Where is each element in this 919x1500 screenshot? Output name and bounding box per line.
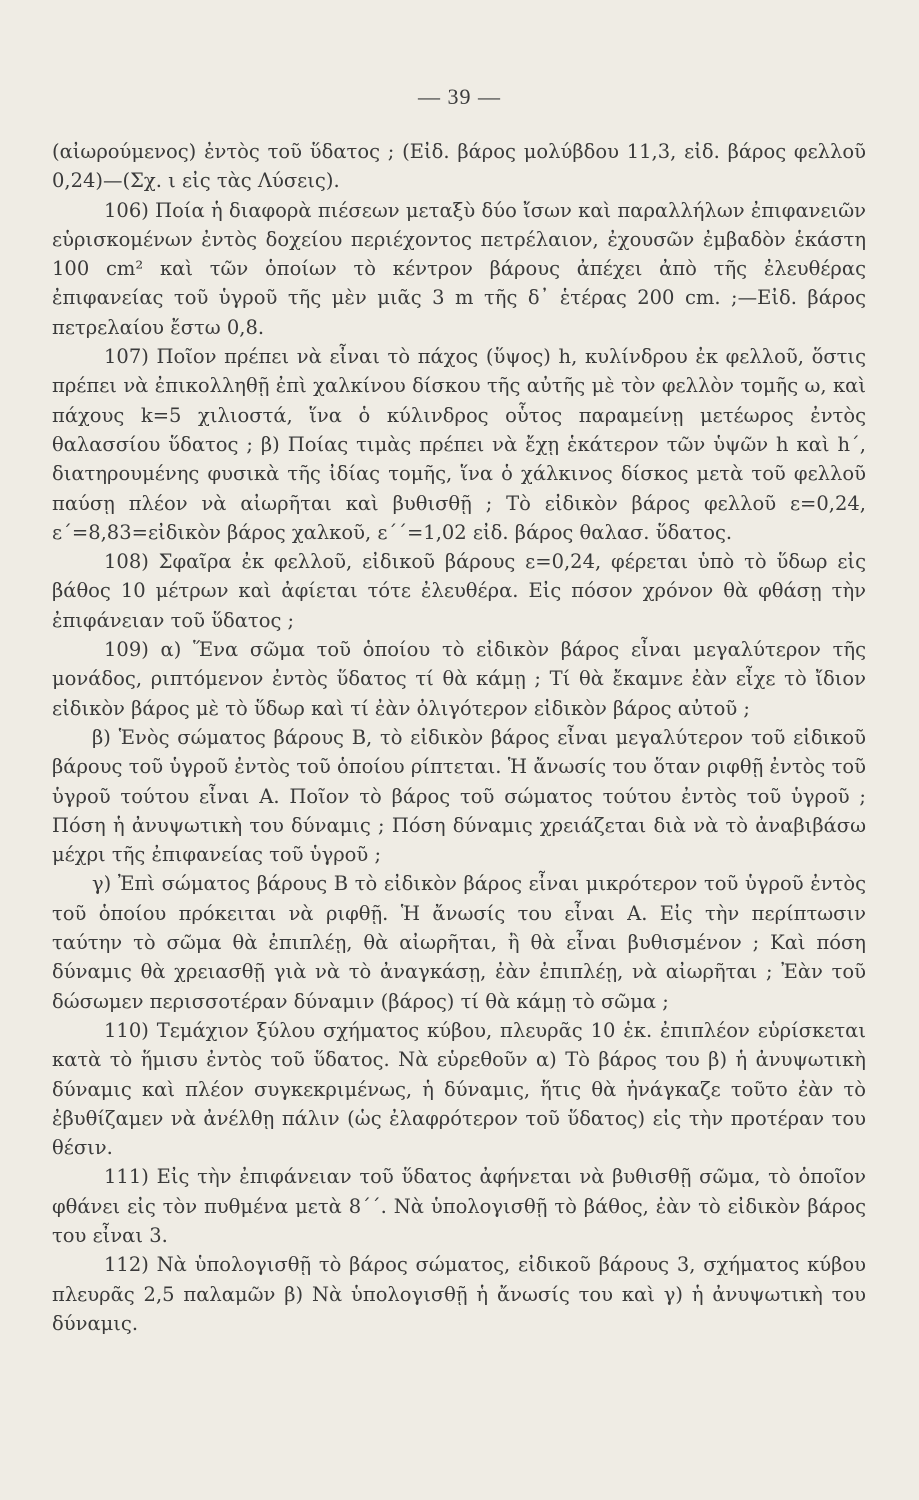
page-body <box>52 137 866 1338</box>
exercise-106: 106) Ποία ἡ διαφορὰ πιέσεων μεταξὺ δύο ἴσων καὶ παραλλήλων ἐπιφανειῶν εὑρισκομένων ἐντὸς δοχείου περιέχοντος πετρέλαιον, ἐχουσῶν ἐμβαδὸν ἑκάστη 100 cm² καὶ τῶν ὁποίων τὸ κέντρον βάρους ἀπέχει ἀπὸ τῆς ἐλευθέρας ἐπιφανείας τοῦ ὑγροῦ τῆς μὲν μιᾶς 3 m τῆς δ᾽ ἑτέρας 200 cm. ;—Εἰδ. βάρος πετρελαίου ἔστω 0,8. <box>52 198 866 339</box>
exercise-109b: β) Ἑνὸς σώματος βάρους Β, τὸ εἰδικὸν βάρος εἶναι μεγαλύτερον τοῦ εἰδικοῦ βάρους τοῦ ὑγροῦ ἐντὸς τοῦ ὁποίου ρίπτεται. Ἡ ἄνωσίς του ὅταν ριφθῇ ἐντὸς τοῦ ὑγροῦ τούτου εἶναι Α. Ποῖον τὸ βάρος τοῦ σώματος τούτου ἐντὸς τοῦ ὑγροῦ ; Πόση ἡ ἀνυψωτικὴ του δύναμις ; Πόση δύναμις χρειάζεται διὰ νὰ τὸ ἀναβιβάσω μέχρι τῆς ἐπιφανείας τοῦ ὑγροῦ ; <box>52 725 866 867</box>
exercise-110: 110) Τεμάχιον ξύλου σχήματος κύβου, πλευρᾶς 10 ἑκ. ἐπιπλέον εὑρίσκεται κατὰ τὸ ἥμισυ ἐντὸς τοῦ ὕδατος. Νὰ εὑρεθοῦν α) Τὸ βάρος του β) ἡ ἀνυψωτικὴ δύναμις καὶ πλέον συγκεκριμένως, ἡ δύναμις, ἥτις θὰ ἠνάγκαζε τοῦτο ἐὰν τὸ ἐβυθίζαμεν νὰ ἀνέλθῃ πάλιν (ὡς ἐλαφρότερον τοῦ ὕδατος) εἰς τὴν προτέραν του θέσιν. <box>52 1018 866 1160</box>
exercise-112: 112) Νὰ ὑπολογισθῇ τὸ βάρος σώματος, εἰδικοῦ βάρους 3, σχήματος κύβου πλευρᾶς 2,5 παλαμῶν β) Νὰ ὑπολογισθῇ ἡ ἄνωσίς του καὶ γ) ἡ ἀνυψωτικὴ του δύναμις. <box>52 1253 866 1335</box>
exercise-109c: γ) Ἐπὶ σώματος βάρους Β τὸ εἰδικὸν βάρος εἶναι μικρότερον τοῦ ὑγροῦ ἐντὸς τοῦ ὁποίου πρόκειται νὰ ριφθῇ. Ἡ ἄνωσίς του εἶναι Α. Εἰς τὴν περίπτωσιν ταύτην τὸ σῶμα θὰ ἐπιπλέῃ, θὰ αἰωρῆται, ἢ θὰ εἶναι βυθισμένον ; Καὶ πόση δύναμις θὰ χρειασθῇ γιὰ νὰ τὸ ἀναγκάσῃ, ἐὰν ἐπιπλέῃ, νὰ αἰωρῆται ; Ἐὰν τοῦ δώσωμεν περισσοτέραν δύναμιν (βάρος) τί θὰ κάμῃ τὸ σῶμα ; <box>52 872 866 1013</box>
exercise-109a: 109) α) Ἕνα σῶμα τοῦ ὁποίου τὸ εἰδικὸν βάρος εἶναι μεγαλύτερον τῆς μονάδος, ριπτόμενον ἐντὸς ὕδατος τί θὰ κάμῃ ; Τί θὰ ἔκαμνε ἐὰν εἶχε τὸ ἴδιον εἰδικὸν βάρος μὲ τὸ ὕδωρ καὶ τί ἐὰν ὀλιγότερον εἰδικὸν βάρος αὐτοῦ ; <box>52 638 866 720</box>
paragraph-continuation: (αἰωρούμενος) ἐντὸς τοῦ ὕδατος ; (Εἰδ. βάρος μολύβδου 11,3, εἰδ. βάρος φελλοῦ 0,24)—(Σχ. ι εἰς τὰς Λύσεις). <box>52 140 866 193</box>
exercise-107: 107) Ποῖον πρέπει νὰ εἶναι τὸ πάχος (ὕψος) h, κυλίνδρου ἐκ φελλοῦ, ὅστις πρέπει νὰ ἐπικολληθῇ ἐπὶ χαλκίνου δίσκου τῆς αὐτῆς μὲ τὸν φελλὸν τομῆς ω, καὶ πάχους k=5 χιλιοστά, ἵνα ὁ κύλινδρος οὗτος παραμείνῃ μετέωρος ἐντὸς θαλασσίου ὕδατος ; β) Ποίας τιμὰς πρέπει νὰ ἔχῃ ἑκάτερον τῶν ὑψῶν h καὶ h΄, διατηρουμένης φυσικὰ τῆς ἰδίας τομῆς, ἵνα ὁ χάλκινος δίσκος μετὰ τοῦ φελλοῦ παύσῃ πλέον νὰ αἰωρῆται καὶ βυθισθῇ ; Τὸ εἰδικὸν βάρος φελλοῦ ε=0,24, ε΄=8,83=εἰδικὸν βάρος χαλκοῦ, ε΄΄=1,02 εἰδ. βάρος θαλασ. ὕδατος. <box>52 345 866 544</box>
exercise-111: 111) Εἰς τὴν ἐπιφάνειαν τοῦ ὕδατος ἀφήνεται νὰ βυθισθῇ σῶμα, τὸ ὁποῖον φθάνει εἰς τὸν πυθμένα μετὰ 8΄΄. Νὰ ὑπολογισθῇ τὸ βάθος, ἐὰν τὸ εἰδικὸν βάρος του εἶναι 3. <box>52 1165 866 1247</box>
exercise-108: 108) Σφαῖρα ἐκ φελλοῦ, εἰδικοῦ βάρους ε=0,24, φέρεται ὑπὸ τὸ ὕδωρ εἰς βάθος 10 μέτρων καὶ ἀφίεται τότε ἐλευθέρα. Εἰς πόσον χρόνον θὰ φθάσῃ τὴν ἐπιφάνειαν τοῦ ὕδατος ; <box>52 550 866 632</box>
page-number: — 39 — <box>418 84 501 109</box>
